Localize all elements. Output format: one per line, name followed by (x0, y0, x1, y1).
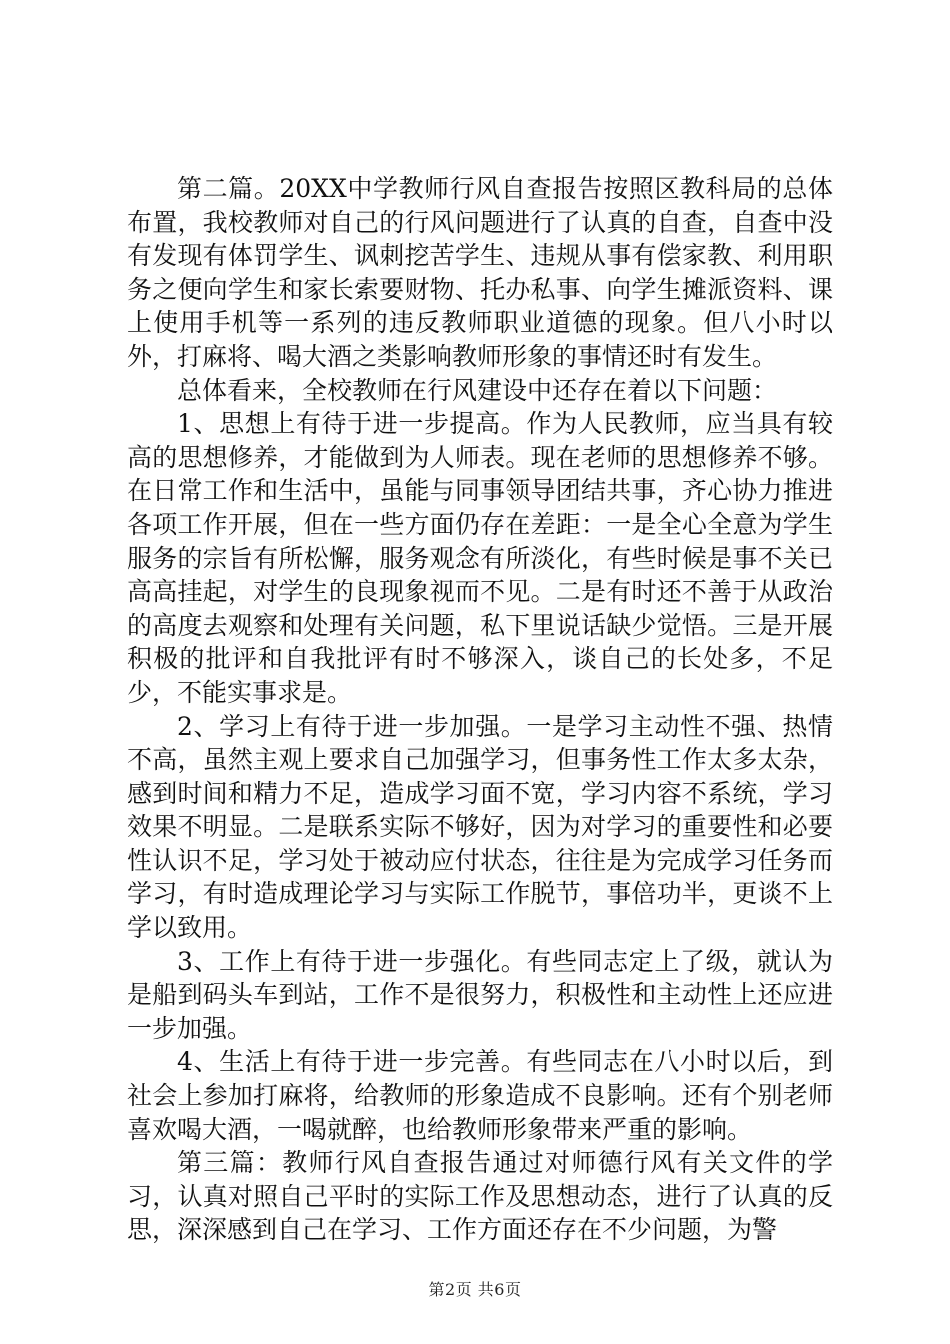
paragraph-item-1: 1、思想上有待于进一步提高。作为人民教师，应当具有较高的思想修养，才能做到为人师表。现在老师的思想修养不够。在日常工作和生活中，虽能与同事领导团结共事，齐心协力推进各项工作开展，但在一些方面仍存在差距：一是全心全意为学生服务的宗旨有所松懈，服务观念有所淡化，有些时候是事不关已高高挂起，对学生的良现象视而不见。二是有时还不善于从政治的高度去观察和处理有关问题，私下里说话缺少觉悟。三是开展积极的批评和自我批评有时不够深入，谈自己的长处多，不足少，不能实事求是。 (127, 409, 833, 707)
paragraph-item-4: 4、生活上有待于进一步完善。有些同志在八小时以后，到社会上参加打麻将，给教师的形象造成不良影响。还有个别老师喜欢喝大酒，一喝就醉，也给教师形象带来严重的影响。 (127, 1047, 833, 1144)
paragraph-part-three: 第三篇：教师行风自查报告通过对师德行风有关文件的学习，认真对照自己平时的实际工作及思想动态，进行了认真的反思，深深感到自己在学习、工作方面还存在不少问题，为警 (127, 1148, 833, 1245)
paragraph-item-3: 3、工作上有待于进一步强化。有些同志定上了级，就认为是船到码头车到站，工作不是很努力，积极性和主动性上还应进一步加强。 (127, 946, 833, 1043)
document-body (127, 172, 833, 1247)
paragraph-summary: 总体看来，全校教师在行风建设中还存在着以下问题： (177, 375, 778, 405)
paragraph-item-2: 2、学习上有待于进一步加强。一是学习主动性不强、热情不高，虽然主观上要求自己加强学习，但事务性工作太多太杂，感到时间和精力不足，造成学习面不宽，学习内容不系统，学习效果不明显。二是联系实际不够好，因为对学习的重要性和必要性认识不足，学习处于被动应付状态，往往是为完成学习任务而学习，有时造成理论学习与实际工作脱节，事倍功半，更谈不上学以致用。 (127, 711, 833, 943)
page-number-footer: 第2页 共6页 (428, 1280, 522, 1299)
paragraph-intro: 第二篇。20XX中学教师行风自查报告按照区教科局的总体布置，我校教师对自己的行风问题进行了认真的自查，自查中没有发现有体罚学生、讽刺挖苦学生、违规从事有偿家教、利用职务之便向学生和家长索要财物、托办私事、向学生摊派资料、课上使用手机等一系列的违反教师职业道德的现象。但八小时以外，打麻将、喝大酒之类影响教师形象的事情还时有发生。 (127, 174, 833, 371)
